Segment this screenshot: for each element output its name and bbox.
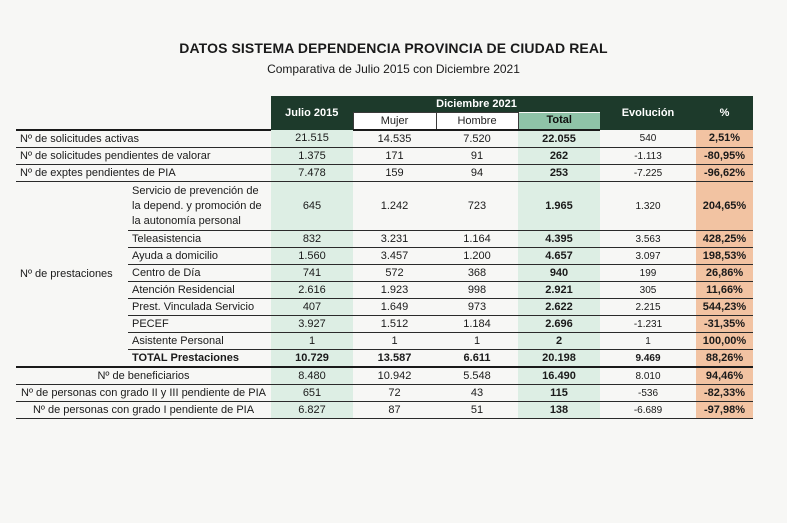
cell-pct: 544,23% bbox=[696, 299, 753, 316]
header-total: Total bbox=[518, 113, 600, 131]
table-row bbox=[16, 385, 753, 402]
cell-julio-2015: 1.560 bbox=[271, 248, 353, 265]
cell-mujer: 3.231 bbox=[353, 231, 436, 248]
cell-evolucion: 540 bbox=[600, 130, 696, 148]
document-title: DATOS SISTEMA DEPENDENCIA PROVINCIA DE CIUDAD REAL bbox=[179, 40, 608, 56]
cell-hombre: 723 bbox=[436, 182, 518, 231]
row-label: Nº de personas con grado I pendiente de PIA bbox=[16, 402, 271, 419]
cell-pct: 204,65% bbox=[696, 182, 753, 231]
cell-pct: -97,98% bbox=[696, 402, 753, 419]
cell-total: 2.622 bbox=[518, 299, 600, 316]
cell-total: 22.055 bbox=[518, 130, 600, 148]
header-evolucion: Evolución bbox=[600, 96, 696, 130]
cell-julio-2015: 10.729 bbox=[271, 350, 353, 368]
cell-total: 2.696 bbox=[518, 316, 600, 333]
cell-mujer: 1.512 bbox=[353, 316, 436, 333]
cell-mujer: 159 bbox=[353, 165, 436, 182]
row-label: Nº de personas con grado II y III pendiente de PIA bbox=[16, 385, 271, 402]
cell-hombre: 94 bbox=[436, 165, 518, 182]
cell-julio-2015: 2.616 bbox=[271, 282, 353, 299]
cell-julio-2015: 1.375 bbox=[271, 148, 353, 165]
cell-pct: -31,35% bbox=[696, 316, 753, 333]
cell-pct: -80,95% bbox=[696, 148, 753, 165]
cell-pct: 2,51% bbox=[696, 130, 753, 148]
cell-hombre: 998 bbox=[436, 282, 518, 299]
row-label: Servicio de prevención de la depend. y promoción de la autonomía personal bbox=[128, 182, 271, 231]
cell-evolucion: -7.225 bbox=[600, 165, 696, 182]
cell-hombre: 6.611 bbox=[436, 350, 518, 368]
cell-evolucion: 2.215 bbox=[600, 299, 696, 316]
cell-total: 253 bbox=[518, 165, 600, 182]
cell-pct: 100,00% bbox=[696, 333, 753, 350]
cell-julio-2015: 3.927 bbox=[271, 316, 353, 333]
cell-julio-2015: 832 bbox=[271, 231, 353, 248]
table-row bbox=[16, 165, 753, 182]
row-label: Nº de solicitudes activas bbox=[16, 130, 271, 148]
cell-total: 138 bbox=[518, 402, 600, 419]
cell-pct: 198,53% bbox=[696, 248, 753, 265]
row-label: Centro de Día bbox=[128, 265, 271, 282]
cell-hombre: 1.164 bbox=[436, 231, 518, 248]
row-label: Nº de solicitudes pendientes de valorar bbox=[16, 148, 271, 165]
table-row bbox=[16, 148, 753, 165]
cell-hombre: 7.520 bbox=[436, 130, 518, 148]
cell-mujer: 14.535 bbox=[353, 130, 436, 148]
cell-mujer: 72 bbox=[353, 385, 436, 402]
cell-mujer: 13.587 bbox=[353, 350, 436, 368]
cell-total: 2.921 bbox=[518, 282, 600, 299]
cell-evolucion: 3.097 bbox=[600, 248, 696, 265]
row-label: Ayuda a domicilio bbox=[128, 248, 271, 265]
cell-total: 4.395 bbox=[518, 231, 600, 248]
cell-pct: 94,46% bbox=[696, 367, 753, 385]
row-label: Prest. Vinculada Servicio bbox=[128, 299, 271, 316]
cell-evolucion: -536 bbox=[600, 385, 696, 402]
cell-evolucion: 3.563 bbox=[600, 231, 696, 248]
cell-julio-2015: 741 bbox=[271, 265, 353, 282]
cell-julio-2015: 21.515 bbox=[271, 130, 353, 148]
cell-pct: 428,25% bbox=[696, 231, 753, 248]
cell-evolucion: -6.689 bbox=[600, 402, 696, 419]
cell-mujer: 1.649 bbox=[353, 299, 436, 316]
cell-total: 1.965 bbox=[518, 182, 600, 231]
cell-evolucion: 305 bbox=[600, 282, 696, 299]
cell-pct: 11,66% bbox=[696, 282, 753, 299]
cell-hombre: 43 bbox=[436, 385, 518, 402]
dependency-data-table bbox=[16, 96, 753, 419]
cell-evolucion: 8.010 bbox=[600, 367, 696, 385]
cell-total: 115 bbox=[518, 385, 600, 402]
cell-hombre: 91 bbox=[436, 148, 518, 165]
cell-pct: -96,62% bbox=[696, 165, 753, 182]
cell-julio-2015: 651 bbox=[271, 385, 353, 402]
table-row bbox=[16, 182, 753, 231]
cell-hombre: 973 bbox=[436, 299, 518, 316]
table-row bbox=[16, 367, 753, 385]
cell-hombre: 5.548 bbox=[436, 367, 518, 385]
cell-hombre: 1.200 bbox=[436, 248, 518, 265]
cell-total: 940 bbox=[518, 265, 600, 282]
row-label: Atención Residencial bbox=[128, 282, 271, 299]
row-label: PECEF bbox=[128, 316, 271, 333]
cell-pct: -82,33% bbox=[696, 385, 753, 402]
cell-hombre: 51 bbox=[436, 402, 518, 419]
row-label: Nº de beneficiarios bbox=[16, 367, 271, 385]
cell-total: 262 bbox=[518, 148, 600, 165]
cell-mujer: 572 bbox=[353, 265, 436, 282]
header-hombre: Hombre bbox=[436, 113, 518, 131]
header-julio-2015: Julio 2015 bbox=[271, 96, 353, 130]
cell-pct: 88,26% bbox=[696, 350, 753, 368]
cell-hombre: 1 bbox=[436, 333, 518, 350]
cell-evolucion: 9.469 bbox=[600, 350, 696, 368]
cell-evolucion: 1.320 bbox=[600, 182, 696, 231]
cell-mujer: 1.923 bbox=[353, 282, 436, 299]
cell-evolucion: 199 bbox=[600, 265, 696, 282]
cell-mujer: 87 bbox=[353, 402, 436, 419]
cell-pct: 26,86% bbox=[696, 265, 753, 282]
header-pct: % bbox=[696, 96, 753, 130]
cell-julio-2015: 7.478 bbox=[271, 165, 353, 182]
cell-julio-2015: 6.827 bbox=[271, 402, 353, 419]
header-diciembre-2021: Diciembre 2021 bbox=[353, 96, 600, 113]
cell-hombre: 1.184 bbox=[436, 316, 518, 333]
row-label: Asistente Personal bbox=[128, 333, 271, 350]
table-row bbox=[16, 130, 753, 148]
cell-total: 20.198 bbox=[518, 350, 600, 368]
cell-mujer: 3.457 bbox=[353, 248, 436, 265]
row-label: TOTAL Prestaciones bbox=[128, 350, 271, 368]
document-subtitle: Comparativa de Julio 2015 con Diciembre 2021 bbox=[267, 62, 520, 76]
table-row bbox=[16, 402, 753, 419]
cell-total: 4.657 bbox=[518, 248, 600, 265]
cell-julio-2015: 645 bbox=[271, 182, 353, 231]
cell-evolucion: -1.231 bbox=[600, 316, 696, 333]
cell-mujer: 1.242 bbox=[353, 182, 436, 231]
cell-mujer: 171 bbox=[353, 148, 436, 165]
header-mujer: Mujer bbox=[353, 113, 436, 131]
cell-julio-2015: 8.480 bbox=[271, 367, 353, 385]
header-row-1 bbox=[16, 96, 753, 113]
cell-mujer: 1 bbox=[353, 333, 436, 350]
cell-total: 2 bbox=[518, 333, 600, 350]
cell-mujer: 10.942 bbox=[353, 367, 436, 385]
cell-hombre: 368 bbox=[436, 265, 518, 282]
cell-julio-2015: 407 bbox=[271, 299, 353, 316]
cell-julio-2015: 1 bbox=[271, 333, 353, 350]
cell-total: 16.490 bbox=[518, 367, 600, 385]
group-label-prestaciones: Nº de prestaciones bbox=[16, 182, 128, 368]
cell-evolucion: 1 bbox=[600, 333, 696, 350]
row-label: Teleasistencia bbox=[128, 231, 271, 248]
cell-evolucion: -1.113 bbox=[600, 148, 696, 165]
row-label: Nº de exptes pendientes de PIA bbox=[16, 165, 271, 182]
